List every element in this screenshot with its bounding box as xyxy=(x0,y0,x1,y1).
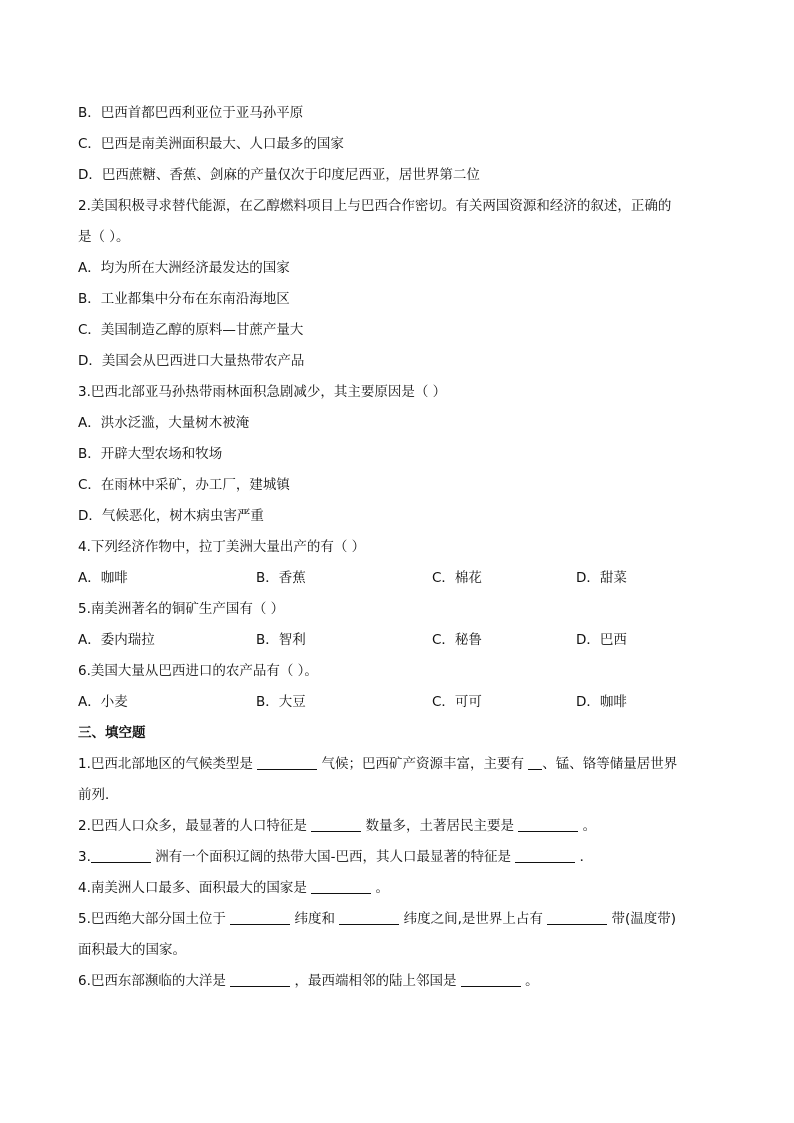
fill-6-text-b: ，最西端相邻的陆上邻国是 xyxy=(294,973,457,989)
q6-option-d: D．咖啡 xyxy=(576,694,627,710)
q2-stem-line1: 2.美国积极寻求替代能源，在乙醇燃料项目上与巴西合作密切。有关两国资源和经济的叙述，正确的 xyxy=(78,198,672,214)
q5-stem: 5.南美洲著名的铜矿生产国有（ ） xyxy=(78,601,285,617)
fill-3-text-c: ． xyxy=(579,849,594,865)
fill-1-line2: 前列． xyxy=(78,787,119,803)
q6-options xyxy=(78,687,718,718)
fill-2-blank-1[interactable] xyxy=(311,817,361,832)
fill-6 xyxy=(78,966,718,997)
fill-1-text-a: 1.巴西北部地区的气候类型是 xyxy=(78,756,253,772)
section-3-title: 三、填空题 xyxy=(78,725,146,741)
fill-6-text-a: 6.巴西东部濒临的大洋是 xyxy=(78,973,226,989)
q1-option-b: B．巴西首都巴西利亚位于亚马孙平原 xyxy=(78,105,304,121)
q1-option-c: C．巴西是南美洲面积最大、人口最多的国家 xyxy=(78,136,344,152)
fill-6-text-c: 。 xyxy=(525,973,539,989)
q5-option-d: D．巴西 xyxy=(576,632,627,648)
q6-stem: 6.美国大量从巴西进口的农产品有（ ）。 xyxy=(78,663,318,679)
q6-option-b: B．大豆 xyxy=(256,694,306,710)
q6-option-c: C．可可 xyxy=(432,694,482,710)
fill-4 xyxy=(78,873,718,904)
q3-option-d: D．气候恶化，树木病虫害严重 xyxy=(78,508,264,524)
fill-2-text-b: 数量多，土著居民主要是 xyxy=(365,818,514,834)
fill-2-text-c: 。 xyxy=(582,818,597,834)
fill-2-blank-2[interactable] xyxy=(518,817,578,832)
fill-5-blank-3[interactable] xyxy=(547,910,607,925)
fill-5-line1 xyxy=(78,904,718,935)
fill-3 xyxy=(78,842,718,873)
q2-option-c: C．美国制造乙醇的原料—甘蔗产量大 xyxy=(78,322,304,338)
q4-option-b: B．香蕉 xyxy=(256,570,306,586)
q3-option-b: B．开辟大型农场和牧场 xyxy=(78,446,223,462)
fill-4-blank-1[interactable] xyxy=(311,879,371,894)
q2-option-d: D．美国会从巴西进口大量热带农产品 xyxy=(78,353,305,369)
document-content xyxy=(78,98,718,997)
q5-option-b: B．智利 xyxy=(256,632,306,648)
q3-option-a: A．洪水泛滥，大量树木被淹 xyxy=(78,415,250,431)
fill-3-text-a: 3. xyxy=(78,849,91,865)
q4-option-d: D．甜菜 xyxy=(576,570,627,586)
fill-2-text-a: 2.巴西人口众多，最显著的人口特征是 xyxy=(78,818,307,834)
fill-5-text-c: 纬度之间,是世界上占有 xyxy=(403,911,543,927)
q5-option-c: C．秘鲁 xyxy=(432,632,482,648)
q2-option-b: B．工业都集中分布在东南沿海地区 xyxy=(78,291,290,307)
fill-1-blank-1[interactable] xyxy=(257,755,317,770)
q4-options xyxy=(78,563,718,594)
q2-stem-line2: 是（ ）。 xyxy=(78,229,130,245)
fill-5-text-d: 带(温度带) xyxy=(611,911,677,927)
fill-6-blank-1[interactable] xyxy=(230,972,290,987)
fill-2 xyxy=(78,811,718,842)
fill-5-blank-2[interactable] xyxy=(339,910,399,925)
q5-options xyxy=(78,625,718,656)
q4-stem: 4.下列经济作物中，拉丁美洲大量出产的有（ ） xyxy=(78,539,366,555)
q5-option-a: A．委内瑞拉 xyxy=(78,632,155,648)
fill-4-text-b: 。 xyxy=(375,880,389,896)
q3-option-c: C．在雨林中采矿，办工厂，建城镇 xyxy=(78,477,290,493)
fill-5-text-a: 5.巴西绝大部分国土位于 xyxy=(78,911,226,927)
fill-3-text-b: 洲有一个面积辽阔的热带大国-巴西，其人口最显著的特征是 xyxy=(155,849,512,865)
fill-1-text-c: 、锰、铬等储量居世界 xyxy=(542,756,678,772)
fill-5-text-b: 纬度和 xyxy=(294,911,335,927)
fill-3-blank-2[interactable] xyxy=(515,848,575,863)
q1-option-d: D．巴西蔗糖、香蕉、剑麻的产量仅次于印度尼西亚，居世界第二位 xyxy=(78,167,480,183)
q6-option-a: A．小麦 xyxy=(78,694,128,710)
fill-5-blank-1[interactable] xyxy=(230,910,290,925)
q2-option-a: A．均为所在大洲经济最发达的国家 xyxy=(78,260,290,276)
q4-option-c: C．棉花 xyxy=(432,570,482,586)
fill-1-blank-2[interactable] xyxy=(528,755,542,770)
fill-3-blank-1[interactable] xyxy=(91,848,151,863)
fill-4-text-a: 4.南美洲人口最多、面积最大的国家是 xyxy=(78,880,307,896)
fill-5-line2: 面积最大的国家。 xyxy=(78,942,186,958)
q3-stem: 3.巴西北部亚马孙热带雨林面积急剧减少，其主要原因是（ ） xyxy=(78,384,447,400)
fill-6-blank-2[interactable] xyxy=(461,972,521,987)
q4-option-a: A．咖啡 xyxy=(78,570,128,586)
fill-1-text-b: 气候；巴西矿产资源丰富，主要有 xyxy=(321,756,524,772)
fill-1-line1 xyxy=(78,749,718,780)
